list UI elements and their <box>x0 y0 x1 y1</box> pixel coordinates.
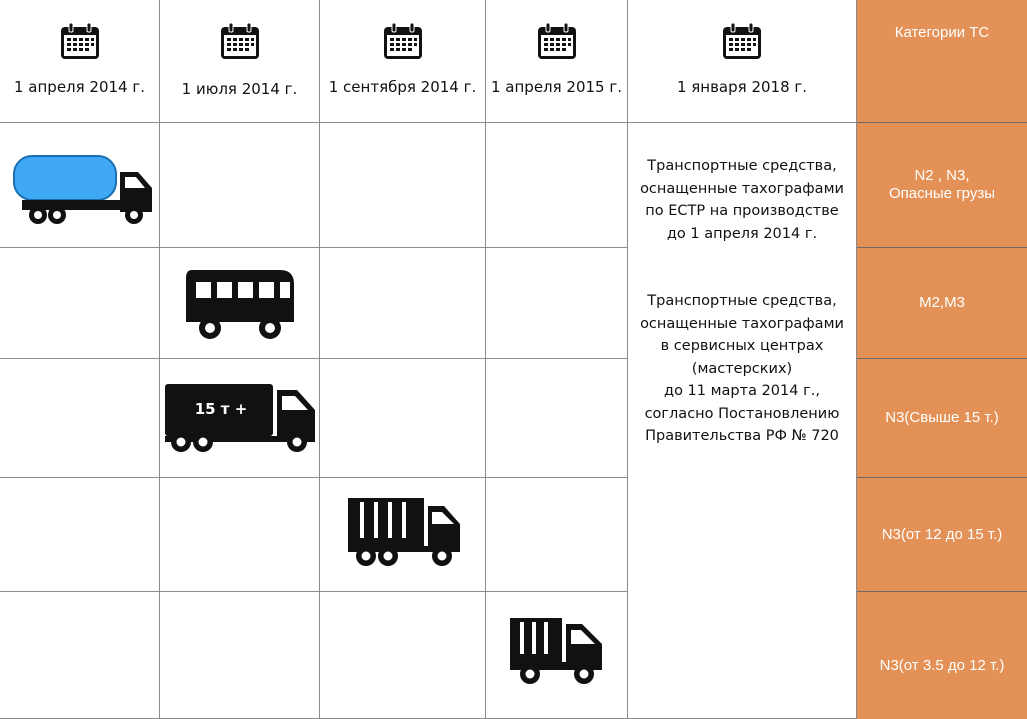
note-line: в сервисных центрах <box>660 338 824 354</box>
cell <box>160 123 320 248</box>
cell <box>320 359 486 478</box>
note-line: оснащенные тахографами <box>640 180 844 197</box>
cell <box>0 592 160 719</box>
date-label: 1 сентября 2014 г. <box>328 78 477 96</box>
category-n3-over-15t <box>857 359 1027 478</box>
category-n2-n3-dangerous <box>857 123 1027 248</box>
note-line: оснащенные тахографами <box>640 315 844 332</box>
note-line: Транспортные средства, <box>647 158 837 174</box>
category-label: Опасные грузы <box>888 185 995 202</box>
date-label: 1 апреля 2014 г. <box>13 78 146 96</box>
calendar-icon <box>60 22 100 60</box>
cell <box>160 478 320 592</box>
note-line: до 1 апреля 2014 г. <box>666 225 818 242</box>
calendar-icon <box>722 22 762 60</box>
bus-icon <box>184 268 296 342</box>
category-n3-12-15t <box>857 478 1027 592</box>
cell <box>486 123 628 248</box>
cell <box>320 248 486 359</box>
truck-weight-label: 15 т + <box>194 400 248 418</box>
cell <box>160 592 320 719</box>
cell <box>0 478 160 592</box>
note-service-tachographs <box>628 290 856 448</box>
note-line: согласно Постановлению <box>644 405 840 422</box>
category-m2-m3 <box>857 248 1027 359</box>
cell <box>320 592 486 719</box>
tank-truck-icon <box>12 152 154 228</box>
cell <box>486 359 628 478</box>
date-label: 1 июля 2014 г. <box>181 80 298 98</box>
category-label: N2 , N3, <box>914 167 970 184</box>
cell <box>486 478 628 592</box>
calendar-icon <box>220 22 260 60</box>
category-label: M2,M3 <box>919 294 965 311</box>
cargo-truck-icon <box>346 496 464 570</box>
date-label: 1 апреля 2015 г. <box>490 78 623 96</box>
date-label: 1 января 2018 г. <box>676 78 808 96</box>
note-line: Правительства РФ № 720 <box>645 428 839 444</box>
note-line: (мастерских) <box>691 360 793 377</box>
header-date-5 <box>628 0 857 123</box>
calendar-icon <box>383 22 423 60</box>
category-label: N3(Свыше 15 т.) <box>885 409 999 426</box>
small-truck-icon <box>508 616 606 688</box>
category-header-label: Категории ТС <box>894 24 990 41</box>
category-header <box>857 0 1027 123</box>
cell <box>0 359 160 478</box>
note-line: до 11 марта 2014 г., <box>664 383 820 399</box>
category-n3-3-5-12t <box>857 592 1027 719</box>
cell <box>0 248 160 359</box>
cell <box>486 248 628 359</box>
calendar-icon <box>537 22 577 60</box>
cell <box>320 123 486 248</box>
note-line: по ЕСТР на производстве <box>645 203 839 219</box>
header-date-4 <box>486 0 628 123</box>
header-date-3 <box>320 0 486 123</box>
note-line: Транспортные средства, <box>647 293 837 309</box>
category-label: N3(от 12 до 15 т.) <box>881 525 1003 543</box>
header-date-1 <box>0 0 160 123</box>
category-label: N3(от 3.5 до 12 т.) <box>879 656 1005 674</box>
note-production-tachographs <box>628 155 856 245</box>
header-date-2 <box>160 0 320 123</box>
heavy-truck-icon <box>163 382 317 456</box>
